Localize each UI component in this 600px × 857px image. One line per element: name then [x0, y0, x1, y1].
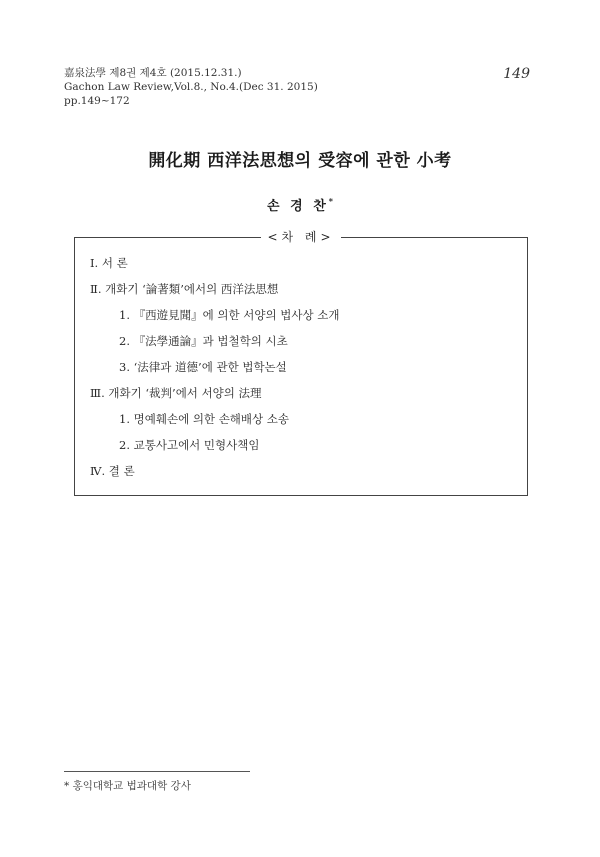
toc-list — [90, 254, 339, 488]
toc-heading-label: 차 례 — [281, 230, 321, 244]
toc-item: Ⅳ. 결 론 — [90, 464, 135, 478]
toc-subitem: 2. 교통사고에서 민형사책임 — [119, 438, 260, 452]
toc-item: Ⅲ. 개화기 ‘裁判’에서 서양의 法理 — [90, 386, 262, 400]
toc-subitem: 3. ‘法律과 道德’에 관한 법학논설 — [119, 360, 287, 374]
toc-subitem: 1. 명예훼손에 의한 손해배상 소송 — [119, 412, 290, 426]
article-title: 開化期 西洋法思想의 受容에 관한 小考 — [148, 151, 452, 171]
author-line — [0, 195, 600, 214]
author-footnote-mark: * — [328, 196, 333, 206]
toc-left-angle-icon: < — [267, 230, 282, 244]
author-footnote: * 홍익대학교 법과대학 강사 — [64, 780, 191, 792]
table-of-contents — [74, 230, 528, 496]
toc-heading — [75, 228, 527, 246]
journal-title-korean: 嘉泉法學 제8권 제4호 (2015.12.31.) — [64, 67, 242, 79]
page-range: pp.149~172 — [64, 95, 130, 107]
page-number: 149 — [503, 66, 530, 82]
footnote-divider — [64, 771, 250, 772]
journal-header — [64, 66, 318, 108]
toc-item: Ⅱ. 개화기 ‘論著類’에서의 西洋法思想 — [90, 282, 279, 296]
toc-subitem: 2. 『法學通論』과 법철학의 시초 — [119, 334, 288, 348]
journal-title-english: Gachon Law Review,Vol.8., No.4.(Dec 31. 2015) — [64, 81, 318, 93]
toc-subitem: 1. 『西遊見聞』에 의한 서양의 법사상 소개 — [119, 308, 340, 322]
toc-right-angle-icon: > — [320, 230, 335, 244]
author-name: 손 경 찬 — [267, 199, 329, 214]
toc-item: Ⅰ. 서 론 — [90, 256, 128, 270]
